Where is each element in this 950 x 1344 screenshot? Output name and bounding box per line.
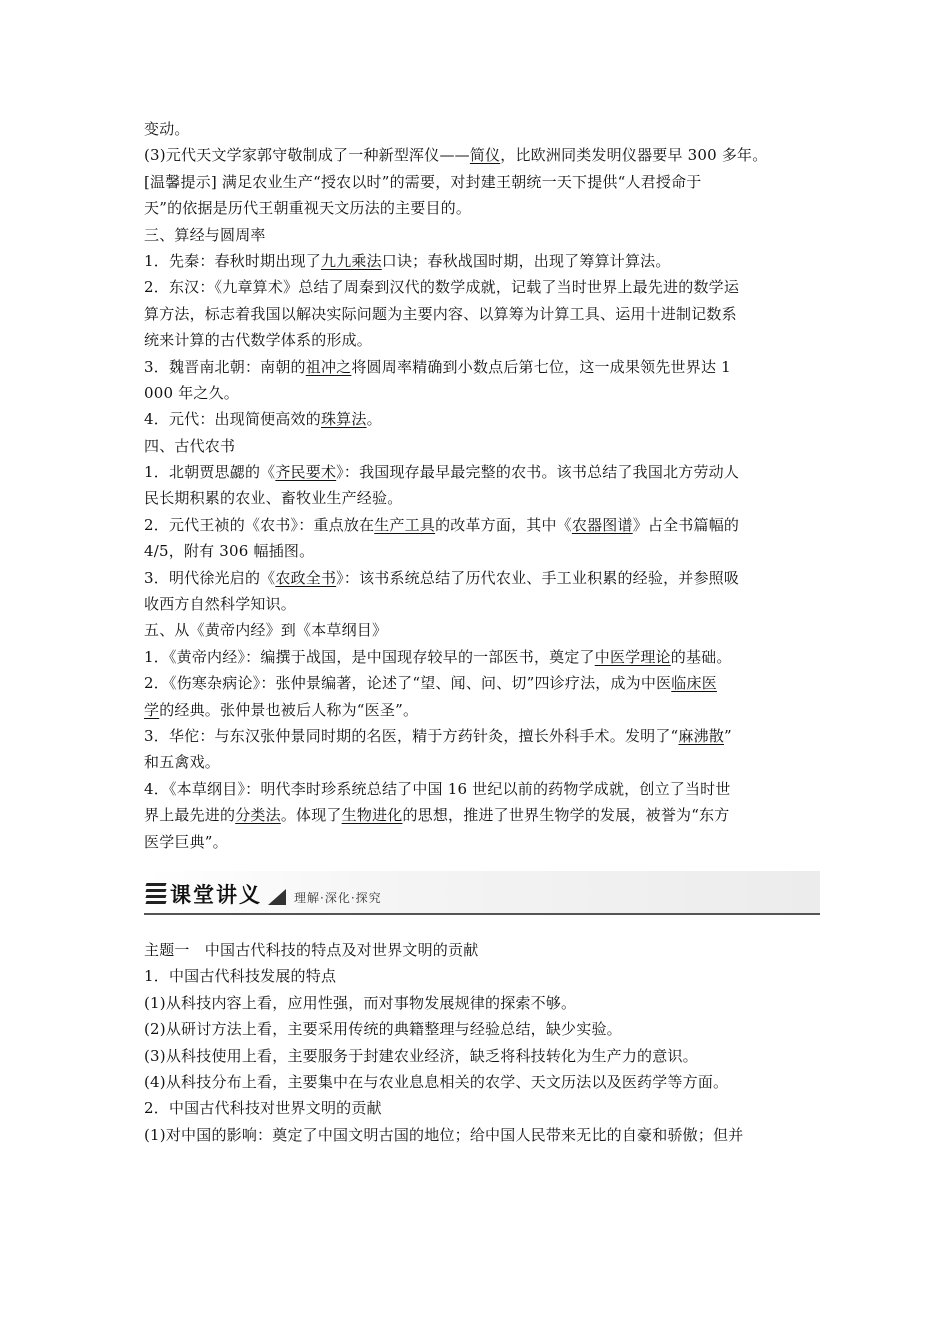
text-line (144, 169, 820, 195)
banner-rule (144, 913, 820, 915)
text-line (144, 1122, 820, 1148)
text-segment: 》占全书篇幅的 (632, 515, 740, 534)
text-segment: (2)从研讨方法上看，主要采用传统的典籍整理与经验总结，缺少实验。 (144, 1020, 622, 1039)
text-segment: 》：该书系统总结了历代农业、手工业积累的经验，并参照吸 (336, 568, 740, 587)
text-line (144, 937, 820, 963)
underlined-keyword: 生产工具 (374, 515, 436, 534)
text-segment: 口诀；春秋战国时期，出现了筹算计算法。 (381, 251, 671, 270)
text-segment: ，比欧洲同类发明仪器要早 300 多年。 (500, 146, 768, 165)
knowledge-review-section (144, 116, 820, 855)
text-line (144, 644, 820, 670)
text-line (144, 565, 820, 591)
text-segment: 1．先秦：春秋时期出现了 (144, 251, 321, 270)
text-segment: 变动。 (144, 120, 190, 138)
underlined-keyword: 农政全书 (275, 568, 337, 587)
text-segment: 的经典。张仲景也被后人称为“医圣”。 (159, 700, 419, 719)
underlined-keyword: 齐民要术 (275, 463, 337, 482)
underlined-keyword: 农器图谱 (571, 515, 633, 534)
text-segment: 医学巨典”。 (144, 832, 228, 851)
text-segment: 4．《本草纲目》：明代李时珍系统总结了中国 16 世纪以前的药物学成就，创立了当时世 (144, 779, 731, 798)
text-segment: 算方法，标志着我国以解决实际问题为主要内容、以算筹为计算工具、运用十进制记数系 (144, 304, 737, 323)
text-segment: 主题一 中国古代科技的特点及对世界文明的贡献 (144, 940, 479, 959)
text-segment: 3．魏晋南北朝：南朝的 (144, 357, 306, 376)
lecture-section (144, 937, 820, 1148)
text-line (144, 116, 820, 142)
underlined-keyword: 分类法 (235, 806, 281, 825)
text-line (144, 274, 820, 300)
text-segment: 1．中国古代科技发展的特点 (144, 967, 337, 986)
text-line (144, 354, 820, 380)
text-line (144, 829, 820, 855)
text-segment: 和五禽戏。 (144, 753, 221, 772)
text-line (144, 433, 820, 459)
text-segment: 的思想，推进了世界生物学的发展，被誉为“东方 (402, 806, 730, 825)
text-line (144, 1095, 820, 1121)
text-segment: 1．《黄帝内经》：编撰于战国，是中国现存较早的一部医书，奠定了 (144, 647, 595, 666)
underlined-keyword: 生物进化 (341, 806, 403, 825)
text-line (144, 749, 820, 775)
text-segment: 天”的依据是历代王朝重视天文历法的主要目的。 (144, 199, 472, 218)
text-segment: (1)对中国的影响：奠定了中国文明古国的地位；给中国人民带来无比的自豪和骄傲；但并 (144, 1125, 744, 1144)
text-line (144, 990, 820, 1016)
text-segment: (1)从科技内容上看，应用性强，而对事物发展规律的探索不够。 (144, 993, 577, 1012)
underlined-keyword: 简仪 (469, 146, 501, 165)
text-segment: 的基础。 (670, 647, 732, 666)
text-line (144, 327, 820, 353)
underlined-keyword: 九九乘法 (320, 251, 382, 270)
text-segment: 2．元代王祯的《农书》：重点放在 (144, 515, 375, 534)
text-segment: 2．东汉：《九章算术》总结了周秦到汉代的数学成就，记载了当时世界上最先进的数学运 (144, 278, 740, 297)
text-line (144, 591, 820, 617)
text-segment: 2．中国古代科技对世界文明的贡献 (144, 1099, 382, 1118)
underlined-keyword: 祖冲之 (305, 357, 352, 376)
text-line (144, 195, 820, 221)
banner-triangle-icon (268, 889, 286, 905)
underlined-keyword: 临床医 (671, 674, 717, 693)
text-line (144, 512, 820, 538)
text-segment: 三、算经与圆周率 (144, 225, 266, 244)
text-line (144, 963, 820, 989)
text-line (144, 222, 820, 248)
text-line (144, 1069, 820, 1095)
text-line (144, 459, 820, 485)
text-segment: 4．元代：出现简便高效的 (144, 410, 321, 429)
text-line (144, 538, 820, 564)
text-line (144, 670, 820, 696)
text-segment: 民长期积累的农业、畜牧业生产经验。 (144, 489, 403, 508)
text-line (144, 697, 820, 723)
text-segment: 的改革方面，其中《 (435, 515, 572, 534)
text-line (144, 723, 820, 749)
banner-stripes-icon (146, 883, 166, 907)
text-line (144, 1043, 820, 1069)
text-segment: 五、从《黄帝内经》到《本草纲目》 (144, 621, 388, 640)
document-page (144, 116, 820, 1148)
text-segment: (3)从科技使用上看，主要服务于封建农业经济，缺乏将科技转化为生产力的意识。 (144, 1046, 698, 1065)
banner-title: 课堂讲义 (170, 882, 262, 907)
text-segment: ” (724, 726, 732, 745)
text-line (144, 380, 820, 406)
text-segment: 。 (366, 410, 382, 429)
text-segment: (4)从科技分布上看，主要集中在与农业息息相关的农学、天文历法以及医药学等方面。 (144, 1072, 729, 1091)
text-segment: 收西方自然科学知识。 (144, 595, 297, 614)
text-segment: 000 年之久。 (144, 383, 239, 402)
text-segment: 界上最先进的 (144, 806, 236, 825)
text-segment: [温馨提示] 满足农业生产“授农以时”的需要，对封建王朝统一天下提供“人君授命于 (144, 172, 702, 191)
underlined-keyword: 麻沸散 (678, 726, 725, 745)
banner-subtitle: 理解·深化·探究 (294, 890, 382, 905)
text-line (144, 248, 820, 274)
section-banner (144, 863, 820, 927)
text-segment: (3)元代天文学家郭守敬制成了一种新型浑仪—— (144, 146, 470, 165)
text-segment: 3．华佗：与东汉张仲景同时期的名医，精于方药针灸，擅长外科手术。发明了“ (144, 726, 679, 745)
text-segment: 。体现了 (280, 806, 342, 825)
text-line (144, 485, 820, 511)
text-segment: 统来计算的古代数学体系的形成。 (144, 331, 373, 350)
text-segment: 3．明代徐光启的《 (144, 568, 276, 587)
text-segment: 1．北朝贾思勰的《 (144, 463, 276, 482)
text-segment: 》：我国现存最早最完整的农书。该书总结了我国北方劳动人 (336, 463, 740, 482)
text-segment: 将圆周率精确到小数点后第七位，这一成果领先世界达 1 (351, 357, 731, 376)
text-line (144, 802, 820, 828)
text-segment: 4/5，附有 306 幅插图。 (144, 542, 315, 561)
text-line (144, 617, 820, 643)
text-segment: 2．《伤寒杂病论》：张仲景编著，论述了“望、闻、问、切”四诊疗法，成为中医 (144, 674, 672, 693)
underlined-keyword: 中医学理论 (594, 647, 671, 666)
text-line (144, 142, 820, 168)
underlined-keyword: 珠算法 (320, 410, 367, 429)
text-line (144, 1016, 820, 1042)
text-line (144, 301, 820, 327)
text-line (144, 406, 820, 432)
text-segment: 四、古代农书 (144, 436, 236, 455)
text-line (144, 776, 820, 802)
underlined-keyword: 学 (144, 700, 160, 719)
